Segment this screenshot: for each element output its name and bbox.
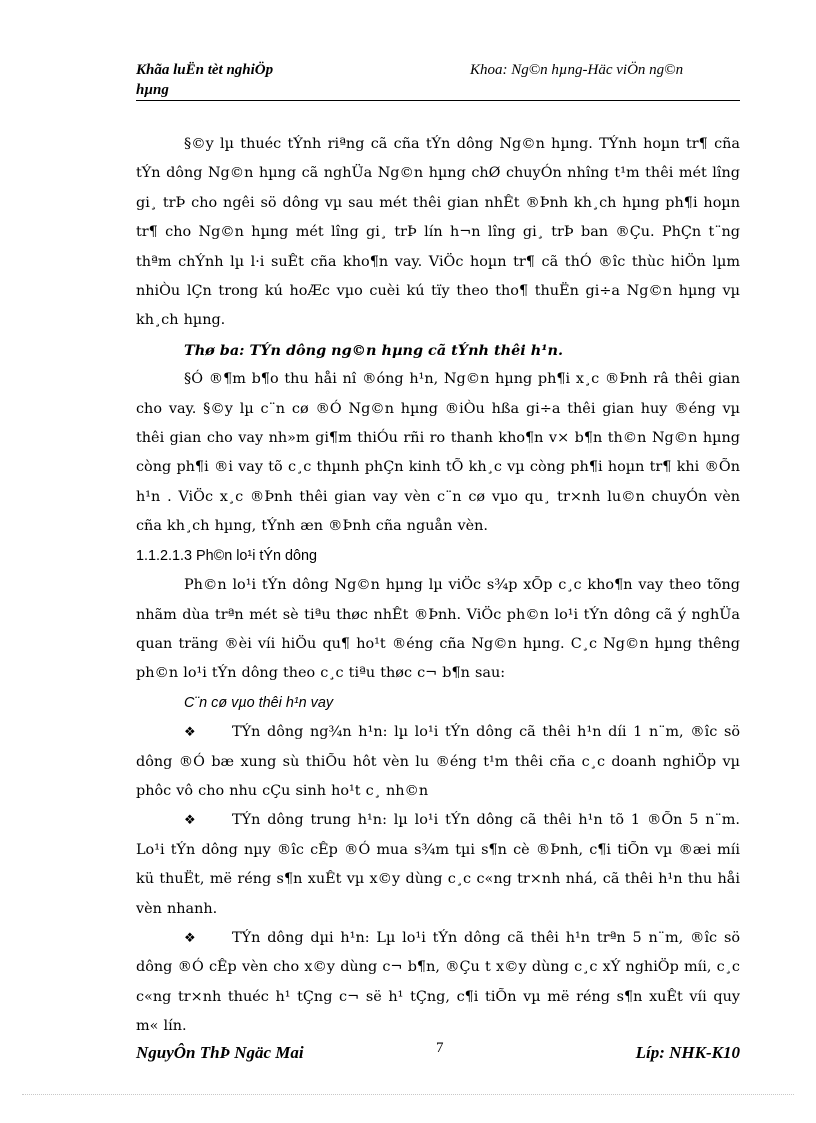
category-by-term: C¨n cø vµo thêi h¹n vay	[184, 694, 334, 711]
bullet-diamond-icon: ❖	[184, 725, 196, 741]
header-faculty: Khoa: Ng©n hµng-Häc viÖn ng©n	[470, 62, 684, 78]
header-rule	[136, 100, 740, 101]
bullet-text: TÝn dông ng¾n h¹n: lµ lo¹i tÝn dông cã thêi h¹n díi 1 n¨m, ®îc sö dông ®Ó bæ xung sù thiÕu hôt vèn lu ®éng t¹m thêi cña c¸c doanh nghiÖp vµ phôc vô cho nhu cÇu sinh ho¹t c¸ nh©n	[136, 724, 740, 799]
paragraph-classification: Ph©n lo¹i tÝn dông Ng©n hµng lµ viÖc s¾p xÕp c¸c kho¶n vay theo tõng nhãm dùa trªn mét sè tiªu thøc nhÊt ®Þnh. ViÖc ph©n lo¹i tÝn dông cã ý nghÜa quan träng ®èi víi hiÖu qu¶ ho¹t ®éng cña Ng©n hµng. C¸c Ng©n hµng thêng ph©n lo¹i tÝn dông theo c¸c tiªu thøc c¬ b¶n sau:	[136, 577, 740, 682]
header-thesis-title: Khãa luËn tèt nghiÖp hµng	[136, 62, 274, 98]
page-number: 7	[436, 1040, 444, 1056]
bullet-long-term	[136, 924, 740, 1042]
paragraph-repayment: §©y lµ thuéc tÝnh riªng cã cña tÝn dông Ng©n hµng. TÝnh hoµn tr¶ cña tÝn dông Ng©n hµng cã nghÜa Ng©n hµng chØ chuyÓn nhîng t¹m thêi mét lîng gi¸ trÞ cho ngêi sö dông vµ sau mét thêi gian nhÊt ®Þnh kh¸ch hµng ph¶i hoµn tr¶ cho Ng©n hµng mét lîng gi¸ trÞ lín h¬n lîng gi¸ trÞ ban ®Çu. PhÇn t¨ng thªm chÝnh lµ l·i suÊt cña kho¶n vay. ViÖc hoµn tr¶ cã thÓ ®îc thùc hiÖn lµm nhiÒu lÇn trong kú hoÆc vµo cuèi kú tïy theo tho¶ thuËn gi÷a Ng©n hµng vµ kh¸ch hµng.	[136, 136, 740, 329]
bullet-text: TÝn dông dµi h¹n: Lµ lo¹i tÝn dông cã thêi h¹n trªn 5 n¨m, ®îc sö dông ®Ó cÊp vèn cho x©y dùng c¬ b¶n, ®Çu t x©y dùng c¸c xÝ nghiÖp míi, c¸c c«ng tr×nh thuéc h¹ tÇng c¬ së h¹ tÇng, c¶i tiÕn vµ më réng s¶n xuÊt víi quy m« lín.	[136, 929, 740, 1035]
bullet-short-term	[136, 718, 740, 806]
bullet-diamond-icon: ❖	[184, 930, 196, 946]
document-body	[136, 130, 740, 1042]
footer-class: Líp: NHK-K10	[635, 1043, 740, 1062]
subheading-third-feature: Thø ba: TÝn dông ng©n hµng cã tÝnh thêi h¹n.	[184, 341, 563, 359]
footer-author: NguyÔn ThÞ Ngäc Mai	[136, 1043, 304, 1062]
paragraph-term: §Ó ®¶m b¶o thu håi nî ®óng h¹n, Ng©n hµng ph¶i x¸c ®Þnh râ thêi gian cho vay. §©y lµ c¨n cø ®Ó Ng©n hµng ®iÒu hßa gi÷a thêi gian huy ®éng vµ thêi gian cho vay nh»m gi¶m thiÓu rñi ro thanh kho¶n v× b¶n th©n Ng©n hµng còng ph¶i ®i vay tõ c¸c thµnh phÇn kinh tÕ kh¸c vµ còng ph¶i hoµn tr¶ khi ®Õn h¹n . ViÖc x¸c ®Þnh thêi gian vay vèn c¨n cø vµo qu¸ tr×nh lu©n chuyÓn vèn cña kh¸ch hµng, tÝnh æn ®Þnh cña nguån vèn.	[136, 371, 740, 535]
bullet-medium-term	[136, 806, 740, 924]
bullet-diamond-icon: ❖	[184, 813, 196, 829]
bullet-text: TÝn dông trung h¹n: lµ lo¹i tÝn dông cã thêi h¹n tõ 1 ®Õn 5 n¨m. Lo¹i tÝn dông nµy ®îc cÊp ®Ó mua s¾m tµi s¶n cè ®Þnh, c¶i tiÕn vµ ®æi míi kü thuËt, më réng s¶n xuÊt vµ x©y dùng c¸c c«ng tr×nh nhá, cã thêi h¹n thu håi vèn nhanh.	[136, 812, 740, 917]
section-heading-classification: 1.1.2.1.3 Ph©n lo¹i tÝn dông	[136, 547, 318, 564]
page-edge-divider	[22, 1094, 794, 1095]
